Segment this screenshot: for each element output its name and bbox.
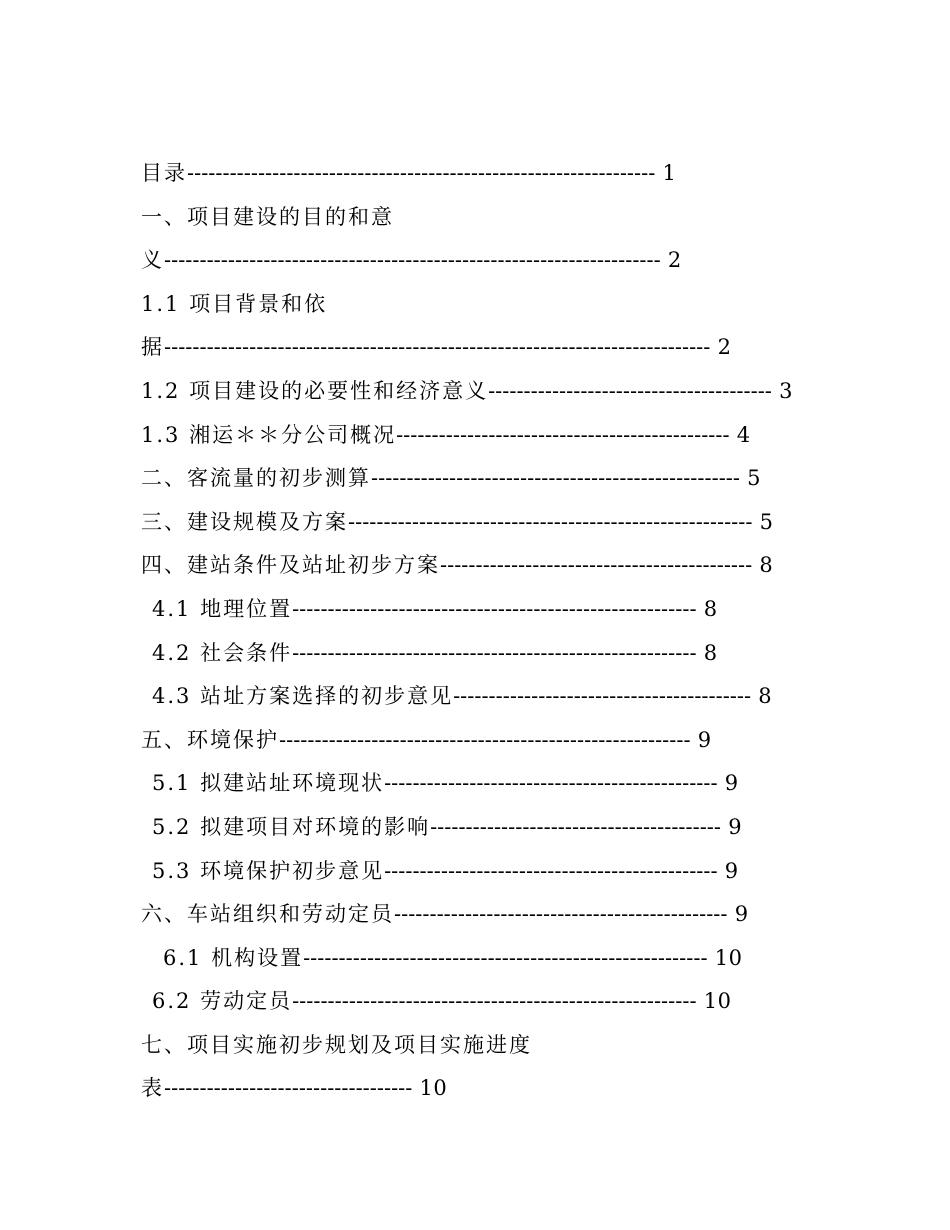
toc-entry-label: 5.3 环境保护初步意见 [152, 858, 385, 883]
toc-entry-label: 表 [141, 1076, 164, 1101]
toc-leader-dots: ---------------------------------------------------------- [279, 727, 691, 752]
toc-entry-label: 四、建站条件及站址初步方案 [141, 553, 440, 578]
toc-entry-5-2[interactable] [141, 806, 841, 850]
toc-leader-dots: --------------------------------------------------------- [348, 509, 753, 534]
toc-entry-1-1[interactable] [141, 283, 841, 327]
toc-entry-label: 5.2 拟建项目对环境的影响 [152, 814, 431, 839]
toc-entry-label: 二、客流量的初步测算 [141, 466, 371, 491]
toc-entry-section-1[interactable] [141, 196, 841, 240]
toc-entry-label: 义 [141, 248, 164, 273]
toc-entry-6-2[interactable] [141, 980, 841, 1024]
toc-page-number: 9 [724, 771, 739, 796]
toc-entry-label: 5.1 拟建站址环境现状 [152, 771, 385, 796]
table-of-contents [141, 152, 841, 1111]
toc-leader-dots: ----------------------------------------------- [384, 858, 718, 883]
toc-entry-label: 目录 [141, 161, 187, 185]
toc-page-number: 8 [703, 596, 718, 621]
toc-entry-4-1[interactable] [141, 588, 841, 632]
toc-leader-dots: ---------------------------------------------------- [371, 466, 740, 491]
toc-entry-section-7-cont[interactable] [141, 1067, 841, 1111]
toc-leader-dots: ---------------------------------------------------------------------- [164, 248, 661, 273]
toc-page-number: 10 [703, 989, 732, 1014]
toc-entry-label: 五、环境保护 [141, 727, 279, 752]
toc-entry-label: 七、项目实施初步规划及项目实施进度 [141, 1032, 532, 1057]
toc-leader-dots: ----------------------------------- [164, 1076, 413, 1101]
toc-leader-dots: ----------------------------------------------- [394, 902, 728, 927]
toc-leader-dots: ------------------------------------------------------------------ [187, 161, 656, 185]
toc-leader-dots: --------------------------------------------------------- [292, 596, 697, 621]
toc-entry-label: 4.3 站址方案选择的初步意见 [152, 684, 454, 709]
toc-page-number: 4 [736, 422, 751, 447]
toc-page-number: 8 [758, 684, 773, 709]
toc-entry-label: 6.2 劳动定员 [152, 989, 293, 1014]
toc-leader-dots: -------------------------------------------- [440, 553, 753, 578]
toc-page-number: 8 [759, 553, 774, 578]
toc-entry-section-1-cont[interactable] [141, 239, 841, 283]
toc-page-number: 3 [779, 378, 793, 403]
toc-leader-dots: --------------------------------------------------------- [303, 945, 708, 970]
toc-page-number: 1 [662, 161, 677, 185]
toc-entry-section-5[interactable] [141, 719, 841, 763]
toc-entry-section-2[interactable] [141, 457, 841, 501]
toc-page-number: 5 [747, 466, 762, 491]
toc-entry-section-4[interactable] [141, 544, 841, 588]
toc-page-number: 10 [419, 1076, 448, 1101]
toc-page-number: 9 [734, 902, 749, 927]
toc-page-number: 9 [697, 727, 712, 752]
toc-entry-section-3[interactable] [141, 501, 841, 545]
toc-entry-label: 1.2 项目建设的必要性和经济意义 [141, 378, 489, 403]
toc-entry-section-6[interactable] [141, 893, 841, 937]
toc-entry-label: 六、车站组织和劳动定员 [141, 902, 394, 927]
toc-page-number: 9 [724, 858, 739, 883]
toc-page-number: 5 [759, 509, 774, 534]
toc-entry-label: 1.1 项目背景和依 [141, 291, 328, 316]
toc-entry-label: 一、项目建设的目的和意 [141, 204, 394, 229]
toc-entry-6-1[interactable] [141, 937, 841, 981]
toc-leader-dots: ------------------------------------------ [453, 684, 752, 709]
toc-leader-dots: --------------------------------------------------------- [292, 640, 697, 665]
toc-entry-4-3[interactable] [141, 675, 841, 719]
toc-entry-contents[interactable] [141, 152, 841, 196]
toc-entry-label: 4.2 社会条件 [152, 640, 293, 665]
toc-page-number: 10 [714, 945, 743, 970]
toc-leader-dots: ----------------------------------------------- [384, 771, 718, 796]
toc-page-number: 2 [717, 335, 732, 360]
toc-page-number: 8 [703, 640, 718, 665]
toc-entry-section-7[interactable] [141, 1024, 841, 1068]
toc-entry-label: 三、建设规模及方案 [141, 509, 348, 534]
toc-entry-1-3[interactable] [141, 414, 841, 458]
toc-page-number: 9 [728, 814, 743, 839]
toc-entry-5-1[interactable] [141, 762, 841, 806]
toc-entry-label: 6.1 机构设置 [163, 945, 304, 970]
toc-entry-1-2[interactable] [141, 370, 841, 414]
toc-entry-4-2[interactable] [141, 632, 841, 676]
toc-leader-dots: ---------------------------------------- [488, 378, 772, 403]
toc-entry-5-3[interactable] [141, 850, 841, 894]
toc-leader-dots: ----------------------------------------------- [396, 422, 730, 447]
toc-leader-dots: ----------------------------------------------------------------------------- [164, 335, 711, 360]
toc-page-number: 2 [667, 248, 682, 273]
toc-entry-1-1-cont[interactable] [141, 326, 841, 370]
toc-leader-dots: --------------------------------------------------------- [292, 989, 697, 1014]
toc-entry-label: 1.3 湘运＊＊分公司概况 [141, 422, 397, 447]
toc-leader-dots: ----------------------------------------- [430, 814, 722, 839]
toc-entry-label: 4.1 地理位置 [152, 596, 293, 621]
toc-entry-label: 据 [141, 335, 164, 360]
